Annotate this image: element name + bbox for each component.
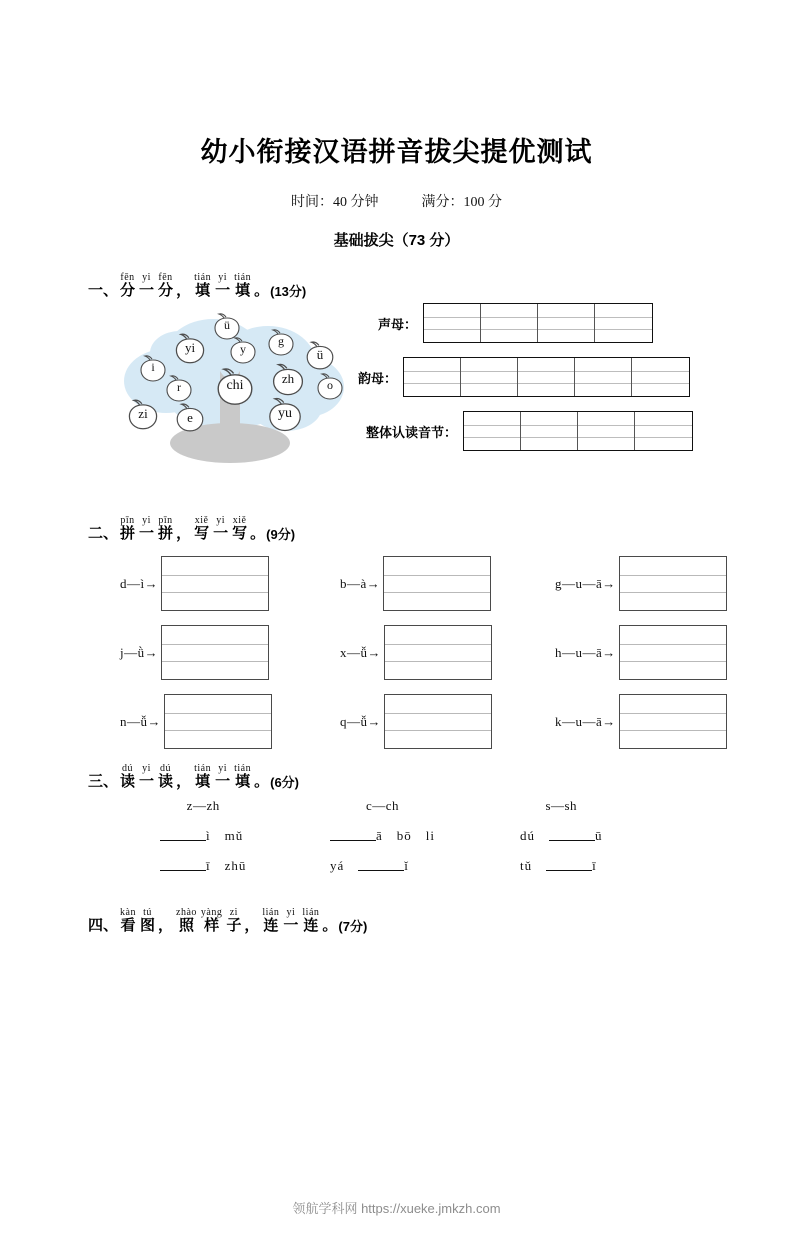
question-3-ruby-run-2 (192, 763, 253, 790)
ruby-pinyin: yi (142, 272, 151, 283)
question-3-score: (6分) (270, 775, 299, 790)
grid-cell[interactable] (481, 304, 538, 342)
ruby-group (194, 763, 211, 790)
writing-box[interactable] (619, 625, 727, 680)
ruby-pinyin: tián (234, 272, 252, 283)
grid-cell[interactable] (404, 358, 461, 396)
ruby-han: 分 (158, 282, 174, 299)
fill-row (160, 825, 246, 844)
pinyin-exercise (340, 625, 492, 680)
apple-label: r (177, 380, 181, 394)
exam-meta (0, 191, 793, 211)
ruby-pinyin: tián (194, 272, 212, 283)
ruby-group (201, 907, 222, 934)
apple-label: g (278, 334, 284, 348)
zhengti-row (345, 411, 693, 451)
ruby-han: 读 (158, 773, 174, 790)
pinyin-expression: b—à→ (340, 575, 381, 591)
ruby-group (302, 907, 319, 934)
fill-group-1 (160, 798, 246, 885)
period-mark: 。 (322, 917, 338, 934)
pinyin-expression: h—u—ā→ (555, 644, 616, 660)
apple-item (173, 331, 207, 370)
pinyin-expression: g—u—ā→ (555, 575, 616, 591)
row-suffix: ā bō li (376, 828, 435, 843)
pinyin-exercise (120, 556, 272, 611)
ruby-han: 分 (120, 282, 136, 299)
apple-label: ü (224, 318, 230, 332)
writing-box[interactable] (383, 556, 491, 611)
pinyin-exercise (555, 694, 727, 749)
writing-box[interactable] (619, 694, 727, 749)
apple-item (315, 371, 345, 406)
answer-blank[interactable] (330, 829, 376, 841)
ruby-han: 照 (178, 917, 194, 934)
grid-cell[interactable] (538, 304, 595, 342)
pinyin-exercise (120, 625, 272, 680)
ruby-pinyin: zi (229, 907, 238, 918)
pinyin-exercise (340, 694, 492, 749)
question-2-score: (9分) (266, 527, 296, 542)
ruby-pinyin: yi (286, 907, 296, 918)
row-prefix: dú (520, 828, 550, 843)
answer-blank[interactable] (358, 859, 404, 871)
apple-label: zh (281, 371, 295, 386)
comma-separator-2: ， (244, 917, 260, 934)
apple-label: e (187, 410, 193, 425)
ruby-pinyin: yi (142, 763, 151, 774)
row-suffix: ī (592, 858, 597, 873)
ruby-group (234, 272, 251, 299)
comma-separator: ， (176, 525, 192, 542)
question-4-number: 四、 (88, 917, 119, 934)
ruby-group (139, 515, 154, 542)
pinyin-expression: x—ǚ→ (340, 644, 381, 660)
ruby-pinyin: xiě (194, 515, 209, 526)
ruby-pinyin: tián (194, 763, 212, 774)
ruby-han: 一 (283, 917, 299, 934)
pinyin-column-3 (555, 556, 727, 763)
apple-item (266, 327, 296, 362)
apple-label: chi (226, 378, 244, 393)
row-suffix: ì mǔ (206, 828, 244, 843)
apple-item (174, 401, 206, 438)
ruby-group (215, 763, 230, 790)
grid-cell[interactable] (632, 358, 689, 396)
pinyin-exercise (120, 694, 272, 749)
zhengti-label: 整体认读音节： (365, 424, 457, 440)
grid-cell[interactable] (578, 412, 635, 450)
ruby-group (226, 907, 241, 934)
ruby-han: 一 (215, 773, 231, 790)
ruby-han: 一 (139, 282, 155, 299)
grid-cell[interactable] (521, 412, 578, 450)
ruby-group (120, 515, 135, 542)
classification-tables (345, 303, 693, 465)
ruby-han: 填 (235, 282, 251, 299)
apple-label: yu (278, 406, 292, 421)
pinyin-exercise (555, 556, 727, 611)
apple-label: y (240, 342, 246, 356)
ruby-pinyin: tián (234, 763, 252, 774)
ruby-pinyin: pīn (158, 515, 173, 526)
question-1-body (0, 303, 793, 493)
writing-box[interactable] (164, 694, 272, 749)
ruby-group (120, 763, 135, 790)
question-1-number: 一、 (88, 282, 119, 299)
row-suffix: ī zhū (206, 858, 247, 873)
ruby-group (158, 763, 173, 790)
ruby-han: 图 (139, 917, 155, 934)
ruby-pinyin: fēn (120, 272, 135, 283)
ruby-han: 一 (213, 525, 229, 542)
writing-box[interactable] (161, 556, 269, 611)
question-1-ruby-run-2 (192, 272, 253, 299)
period-mark: 。 (254, 773, 270, 790)
ruby-pinyin: yi (216, 515, 225, 526)
ruby-group (213, 515, 228, 542)
group-header: c—ch (365, 798, 400, 813)
grid-cell[interactable] (424, 304, 481, 342)
pinyin-expression: d—ì→ (120, 575, 159, 591)
yunmu-label: 韵母： (357, 370, 397, 386)
comma-separator: ， (176, 282, 192, 299)
total-score-label: 满分：100 分 (421, 195, 502, 210)
fill-group-3 (520, 798, 603, 885)
ruby-group (158, 272, 173, 299)
pinyin-expression: q—ǚ→ (340, 713, 381, 729)
ruby-pinyin: tú (143, 907, 152, 918)
question-1-score: (13分) (270, 284, 307, 299)
fill-row (160, 855, 246, 874)
answer-blank[interactable] (160, 859, 206, 871)
grid-cell[interactable] (518, 358, 575, 396)
yunmu-row (345, 357, 693, 397)
question-4-ruby-run-1 (118, 907, 157, 934)
ruby-pinyin: yi (218, 763, 227, 774)
fill-group-2 (330, 798, 435, 885)
ruby-pinyin: lián (302, 907, 320, 918)
ruby-pinyin: fēn (158, 272, 173, 283)
apple-item (126, 397, 160, 436)
grid-cell[interactable] (464, 412, 521, 450)
ruby-group (158, 515, 173, 542)
apple-label: ü (316, 347, 324, 362)
writing-box[interactable] (161, 625, 269, 680)
footer-watermark: 领航学科网 https://xueke.jmkzh.com (292, 1201, 501, 1216)
ruby-group (262, 907, 279, 934)
pinyin-exercise (555, 625, 727, 680)
shengmu-answer-grid[interactable] (423, 303, 653, 343)
grid-cell[interactable] (635, 412, 692, 450)
ruby-group (194, 515, 209, 542)
answer-blank[interactable] (546, 859, 592, 871)
period-mark: 。 (254, 282, 270, 299)
question-3-body (0, 798, 793, 893)
question-2-heading (88, 515, 793, 542)
apple-label: o (327, 378, 333, 392)
pinyin-expression: k—u—ā→ (555, 713, 616, 729)
fill-row (520, 855, 603, 874)
ruby-group (139, 763, 154, 790)
ruby-han: 连 (263, 917, 279, 934)
period-mark: 。 (250, 525, 266, 542)
question-2-number: 二、 (88, 525, 119, 542)
comma-separator: ， (157, 917, 173, 934)
question-1-ruby-run-1 (118, 272, 175, 299)
ruby-group (232, 515, 247, 542)
ruby-group (234, 763, 251, 790)
question-2-body (0, 556, 793, 741)
ruby-han: 拼 (120, 525, 136, 542)
apple-label: i (151, 360, 155, 374)
shengmu-row (345, 303, 693, 343)
question-3-ruby-run-1 (118, 763, 175, 790)
row-suffix: ū (595, 828, 603, 843)
apple-item (266, 395, 304, 438)
ruby-group (140, 907, 155, 934)
grid-cell[interactable] (575, 358, 632, 396)
row-suffix: ǐ (404, 858, 409, 873)
ruby-han: 看 (120, 917, 136, 934)
ruby-han: 填 (195, 282, 211, 299)
ruby-han: 填 (235, 773, 251, 790)
group-header: z—zh (186, 798, 220, 813)
question-4-heading (88, 907, 793, 934)
ruby-pinyin: kàn (120, 907, 136, 918)
grid-cell[interactable] (461, 358, 518, 396)
ruby-han: 填 (195, 773, 211, 790)
ruby-group (215, 272, 230, 299)
group-header: s—sh (545, 798, 578, 813)
row-prefix: tǔ (520, 858, 547, 873)
writing-box[interactable] (384, 694, 492, 749)
question-4-score: (7分) (338, 919, 368, 934)
ruby-han: 写 (194, 525, 210, 542)
ruby-pinyin: yi (218, 272, 227, 283)
ruby-group (139, 272, 154, 299)
ruby-pinyin: lián (262, 907, 280, 918)
question-3-heading (88, 763, 793, 790)
ruby-pinyin: dú (122, 763, 134, 774)
shengmu-label: 声母： (377, 316, 417, 332)
answer-blank[interactable] (549, 829, 595, 841)
answer-blank[interactable] (160, 829, 206, 841)
question-4-ruby-run-3 (260, 907, 321, 934)
question-1-heading (88, 272, 793, 299)
ruby-pinyin: yi (142, 515, 151, 526)
section-heading: 基础拔尖（73 分） (333, 232, 460, 249)
ruby-han: 子 (226, 917, 242, 934)
ruby-pinyin: pīn (120, 515, 135, 526)
ruby-han: 一 (139, 773, 155, 790)
fill-row (330, 855, 435, 874)
yunmu-answer-grid[interactable] (403, 357, 690, 397)
ruby-pinyin: yàng (200, 907, 223, 918)
pinyin-column-1 (120, 556, 272, 763)
apple-label: zi (138, 406, 148, 421)
ruby-han: 写 (232, 525, 248, 542)
ruby-group (176, 907, 197, 934)
row-prefix: yá (330, 858, 359, 873)
fill-row (330, 825, 435, 844)
comma-separator: ， (176, 773, 192, 790)
ruby-han: 读 (120, 773, 136, 790)
question-2-ruby-run-1 (118, 515, 175, 542)
pinyin-expression: n—ǚ→ (120, 713, 161, 729)
ruby-han: 样 (204, 917, 220, 934)
apple-label: yi (184, 340, 196, 355)
ruby-pinyin: xiě (232, 515, 247, 526)
ruby-group (120, 907, 136, 934)
time-label: 时间：40 分钟 (291, 195, 379, 210)
ruby-han: 拼 (158, 525, 174, 542)
zhengti-answer-grid[interactable] (463, 411, 693, 451)
ruby-group (283, 907, 298, 934)
pinyin-expression: j—ǜ→ (120, 644, 159, 660)
question-3-number: 三、 (88, 773, 119, 790)
ruby-han: 一 (139, 525, 155, 542)
ruby-pinyin: dú (160, 763, 172, 774)
writing-box[interactable] (619, 556, 727, 611)
worksheet-page (0, 130, 793, 1252)
question-2-ruby-run-2 (192, 515, 249, 542)
grid-cell[interactable] (595, 304, 652, 342)
apple-item (214, 365, 256, 412)
page-title: 幼小衔接汉语拼音拔尖提优测试 (200, 137, 593, 167)
pinyin-exercise (340, 556, 492, 611)
ruby-group (120, 272, 135, 299)
writing-box[interactable] (384, 625, 492, 680)
ruby-pinyin: zhào (176, 907, 197, 918)
ruby-group (194, 272, 211, 299)
ruby-han: 一 (215, 282, 231, 299)
fill-row (520, 825, 603, 844)
pinyin-column-2 (340, 556, 492, 763)
apple-tree-illustration (118, 309, 348, 469)
ruby-han: 连 (303, 917, 319, 934)
question-4-ruby-run-2 (174, 907, 243, 934)
